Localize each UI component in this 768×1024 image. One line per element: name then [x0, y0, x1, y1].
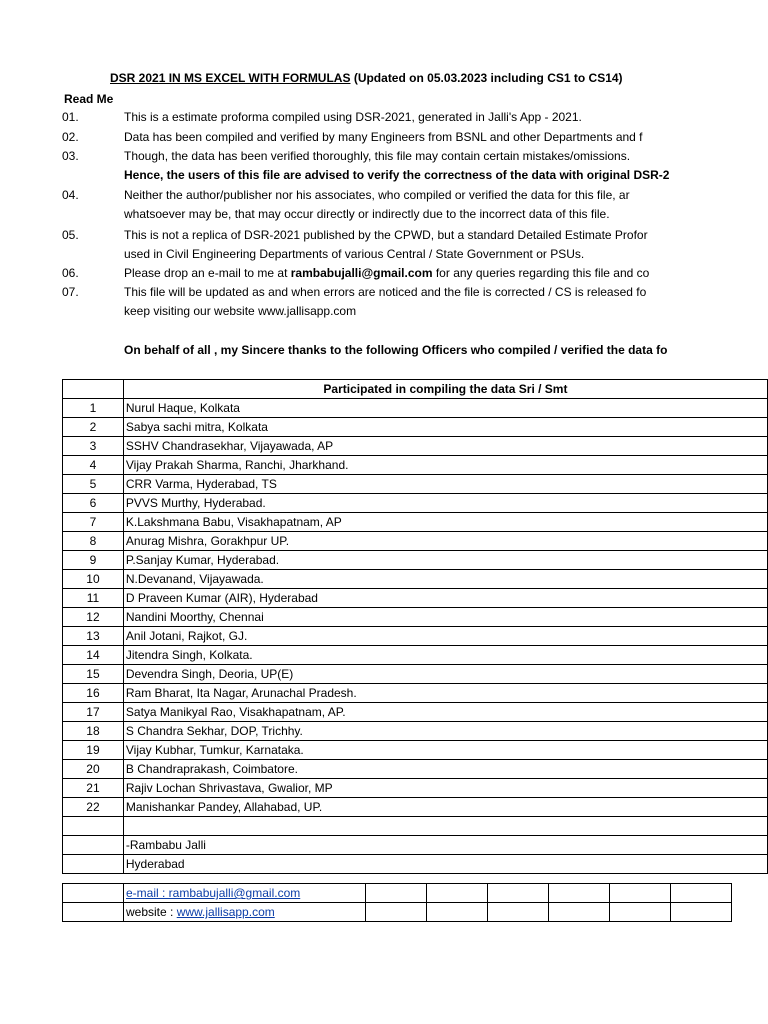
table-row: 9 P.Sanjay Kumar, Hyderabad. [63, 551, 768, 570]
signature-row [63, 836, 768, 855]
point-number: 05. [62, 228, 79, 242]
table-row: 3 SSHV Chandrasekhar, Vijayawada, AP [63, 437, 768, 456]
contact-email: rambabujalli@gmail.com [290, 266, 433, 280]
point-text: used in Civil Engineering Departments of various Central / State Government or PSUs. [124, 247, 585, 261]
table-row: 14 Jitendra Singh, Kolkata. [63, 646, 768, 665]
table-row: 19 Vijay Kubhar, Tumkur, Karnataka. [63, 741, 768, 760]
email-link[interactable]: e-mail : rambabujalli@gmail.com [124, 884, 366, 903]
point-text: This file will be updated as and when errors are noticed and the file is corrected / CS is released fo [124, 285, 647, 299]
table-row: 1 Nurul Haque, Kolkata [63, 399, 768, 418]
table-row: 21 Rajiv Lochan Shrivastava, Gwalior, MP [63, 779, 768, 798]
table-row: 15 Devendra Singh, Deoria, UP(E) [63, 665, 768, 684]
point-number: 07. [62, 285, 79, 299]
point-text: whatsoever may be, that may occur directly or indirectly due to the incorrect data of this file. [124, 207, 610, 221]
table-row: 13 Anil Jotani, Rajkot, GJ. [63, 627, 768, 646]
title-main: DSR 2021 IN MS EXCEL WITH FORMULAS [110, 71, 351, 85]
title-suffix: (Updated on 05.03.2023 including CS1 to CS14) [350, 71, 623, 85]
contributors-table [62, 379, 768, 874]
table-header-row [63, 380, 768, 399]
point-text: This is a estimate proforma compiled using DSR-2021, generated in Jalli's App - 2021. [124, 110, 582, 124]
table-row: 8 Anurag Mishra, Gorakhpur UP. [63, 532, 768, 551]
thanks-line: On behalf of all , my Sincere thanks to the following Officers who compiled / verified the data fo [124, 343, 668, 357]
point-text: keep visiting our website www.jallisapp.com [124, 304, 357, 318]
point-number: 02. [62, 130, 79, 144]
table-row: 10 N.Devanand, Vijayawada. [63, 570, 768, 589]
table-row: 11 D Praveen Kumar (AIR), Hyderabad [63, 589, 768, 608]
read-me-heading: Read Me [64, 92, 114, 106]
point-number: 04. [62, 188, 79, 202]
signature-city: Hyderabad [123, 855, 767, 874]
point-text: Neither the author/publisher nor his associates, who compiled or verified the data for this file, ar [124, 188, 630, 202]
point-number: 03. [62, 149, 79, 163]
point-text: This is not a replica of DSR-2021 published by the CPWD, but a standard Detailed Estimate Profor [124, 228, 648, 242]
table-row: 12 Nandini Moorthy, Chennai [63, 608, 768, 627]
contact-table [62, 883, 732, 922]
table-row: 17 Satya Manikyal Rao, Visakhapatnam, AP. [63, 703, 768, 722]
table-row-empty [63, 817, 768, 836]
table-row: 22 Manishankar Pandey, Allahabad, UP. [63, 798, 768, 817]
table-row: 4 Vijay Prakah Sharma, Ranchi, Jharkhand. [63, 456, 768, 475]
signature-name: -Rambabu Jalli [123, 836, 767, 855]
point-text: Data has been compiled and verified by many Engineers from BSNL and other Departments and f [124, 130, 643, 144]
table-row: 20 B Chandraprakash, Coimbatore. [63, 760, 768, 779]
page-title [110, 69, 623, 88]
website-link[interactable]: www.jallisapp.com [176, 905, 275, 919]
point-number: 01. [62, 110, 79, 124]
point-text: Though, the data has been verified thoroughly, this file may contain certain mistakes/omissions. [124, 149, 631, 163]
table-row: 18 S Chandra Sekhar, DOP, Trichhy. [63, 722, 768, 741]
table-row: 2 Sabya sachi mitra, Kolkata [63, 418, 768, 437]
point-text-bold: Hence, the users of this file are advised to verify the correctness of the data with original DSR-2 [124, 168, 670, 182]
table-row: 7 K.Lakshmana Babu, Visakhapatnam, AP [63, 513, 768, 532]
table-header: Participated in compiling the data Sri / Smt [123, 380, 767, 399]
point-text: Please drop an e-mail to me at rambabujalli@gmail.com for any queries regarding this file and co [124, 266, 650, 280]
table-row: 16 Ram Bharat, Ita Nagar, Arunachal Pradesh. [63, 684, 768, 703]
website-cell: website : www.jallisapp.com [124, 903, 366, 922]
table-row: 6 PVVS Murthy, Hyderabad. [63, 494, 768, 513]
table-row: 5 CRR Varma, Hyderabad, TS [63, 475, 768, 494]
signature-row [63, 855, 768, 874]
point-number: 06. [62, 266, 79, 280]
